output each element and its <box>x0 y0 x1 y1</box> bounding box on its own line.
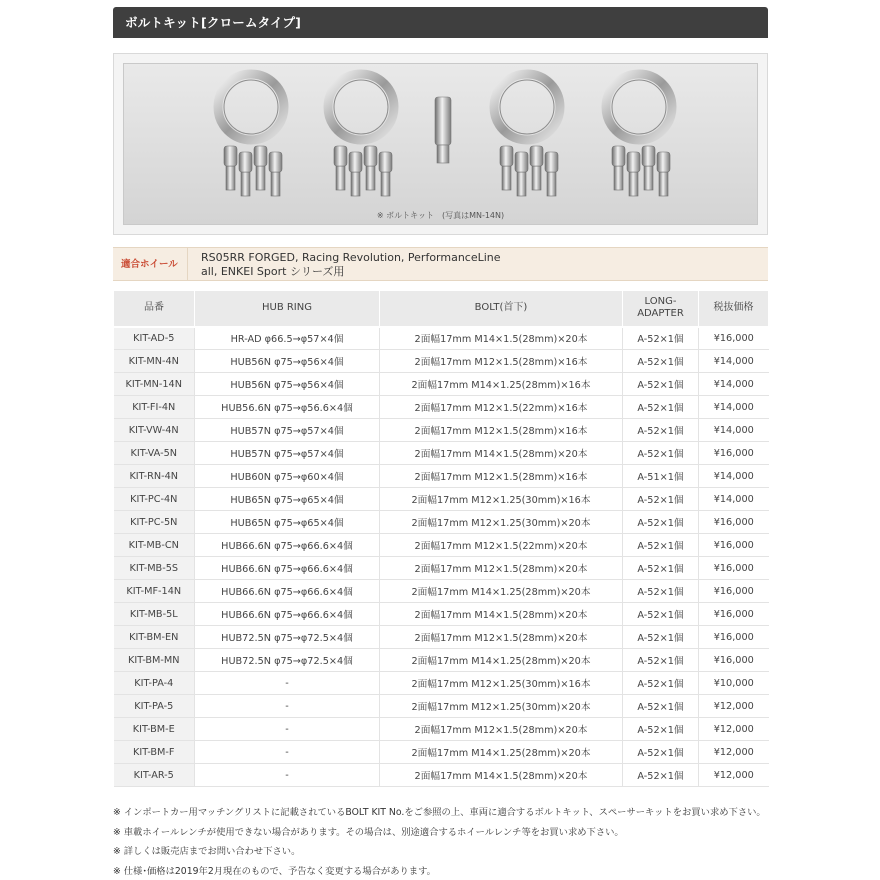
long-adapter-cell: A-52×1個 <box>623 695 699 718</box>
price-cell: ¥16,000 <box>699 511 769 534</box>
bolt-cell: 2面幅17mm M12×1.5(28mm)×16本 <box>380 419 623 442</box>
bolt-cell: 2面幅17mm M12×1.5(28mm)×16本 <box>380 350 623 373</box>
header-part-number: 品番 <box>114 291 195 327</box>
price-cell: ¥12,000 <box>699 764 769 787</box>
bolt-cell: 2面幅17mm M12×1.5(28mm)×20本 <box>380 718 623 741</box>
price-cell: ¥14,000 <box>699 350 769 373</box>
hub-ring-cell: - <box>195 695 380 718</box>
part-number-cell: KIT-AR-5 <box>114 764 195 787</box>
table-row <box>114 741 769 764</box>
bolt-cell: 2面幅17mm M12×1.5(28mm)×20本 <box>380 557 623 580</box>
hub-ring-cell: HUB57N φ75→φ57×4個 <box>195 419 380 442</box>
part-number-cell: KIT-PA-4 <box>114 672 195 695</box>
table-row <box>114 396 769 419</box>
bolt-cell: 2面幅17mm M14×1.5(28mm)×20本 <box>380 327 623 350</box>
price-cell: ¥12,000 <box>699 741 769 764</box>
price-cell: ¥14,000 <box>699 488 769 511</box>
long-adapter-cell: A-52×1個 <box>623 442 699 465</box>
price-cell: ¥16,000 <box>699 649 769 672</box>
part-number-cell: KIT-PC-5N <box>114 511 195 534</box>
table-row <box>114 649 769 672</box>
hub-ring-cell: HUB72.5N φ75→φ72.5×4個 <box>195 626 380 649</box>
part-number-cell: KIT-MN-14N <box>114 373 195 396</box>
part-number-cell: KIT-MN-4N <box>114 350 195 373</box>
price-cell: ¥14,000 <box>699 373 769 396</box>
bolt-cell: 2面幅17mm M12×1.25(30mm)×16本 <box>380 672 623 695</box>
hub-ring-cell: - <box>195 718 380 741</box>
long-adapter-cell: A-52×1個 <box>623 626 699 649</box>
price-cell: ¥14,000 <box>699 396 769 419</box>
price-cell: ¥14,000 <box>699 465 769 488</box>
bolt-cell: 2面幅17mm M14×1.25(28mm)×20本 <box>380 649 623 672</box>
compatible-wheels-label: 適合ホイール <box>113 248 188 280</box>
bolt-cell: 2面幅17mm M12×1.5(22mm)×20本 <box>380 534 623 557</box>
hub-ring-cell: - <box>195 741 380 764</box>
long-adapter-cell: A-52×1個 <box>623 534 699 557</box>
long-adapter-cell: A-52×1個 <box>623 419 699 442</box>
price-cell: ¥16,000 <box>699 626 769 649</box>
long-adapter-cell: A-52×1個 <box>623 764 699 787</box>
table-row <box>114 350 769 373</box>
note-item: ※ 仕様･価格は2019年2月現在のもので、予告なく変更する場合があります。 <box>113 865 436 877</box>
price-cell: ¥16,000 <box>699 327 769 350</box>
header-bolt: BOLT(首下) <box>380 291 623 327</box>
product-photo-frame <box>113 53 768 235</box>
compatible-wheels-value <box>201 251 761 279</box>
note-item: ※ 詳しくは販売店までお問い合わせ下さい。 <box>113 846 301 857</box>
table-row <box>114 373 769 396</box>
price-cell: ¥10,000 <box>699 672 769 695</box>
long-adapter-cell: A-52×1個 <box>623 557 699 580</box>
hub-ring-cell: HUB57N φ75→φ57×4個 <box>195 442 380 465</box>
table-row <box>114 442 769 465</box>
spec-table <box>113 290 769 787</box>
photo-caption: ※ ボルトキット (写真はMN-14N) <box>376 211 505 220</box>
table-row <box>114 695 769 718</box>
part-number-cell: KIT-MB-CN <box>114 534 195 557</box>
notes <box>113 803 793 880</box>
compatible-wheels-line2: all, ENKEI Sport シリーズ用 <box>201 265 345 278</box>
hub-ring-cell: HUB66.6N φ75→φ66.6×4個 <box>195 580 380 603</box>
compatible-wheels-line1: RS05RR FORGED, Racing Revolution, PerformanceLine <box>201 251 501 264</box>
table-row <box>114 764 769 787</box>
part-number-cell: KIT-BM-F <box>114 741 195 764</box>
part-number-cell: KIT-RN-4N <box>114 465 195 488</box>
price-cell: ¥14,000 <box>699 419 769 442</box>
bolt-cell: 2面幅17mm M14×1.5(28mm)×20本 <box>380 442 623 465</box>
compatible-wheels-row <box>113 247 768 281</box>
table-row <box>114 511 769 534</box>
bolt-cell: 2面幅17mm M12×1.5(22mm)×16本 <box>380 396 623 419</box>
long-adapter-cell: A-52×1個 <box>623 741 699 764</box>
hub-ring-cell: HUB56N φ75→φ56×4個 <box>195 373 380 396</box>
long-adapter-cell: A-52×1個 <box>623 672 699 695</box>
long-adapter-cell: A-52×1個 <box>623 718 699 741</box>
long-adapter-cell: A-51×1個 <box>623 465 699 488</box>
hub-ring-cell: HR-AD φ66.5→φ57×4個 <box>195 327 380 350</box>
hub-ring-cell: HUB60N φ75→φ60×4個 <box>195 465 380 488</box>
hub-ring-cell: HUB65N φ75→φ65×4個 <box>195 511 380 534</box>
price-cell: ¥16,000 <box>699 534 769 557</box>
section-title: ボルトキット[クロームタイプ] <box>113 7 768 38</box>
part-number-cell: KIT-MB-5L <box>114 603 195 626</box>
long-adapter-cell: A-52×1個 <box>623 327 699 350</box>
long-adapter-cell: A-52×1個 <box>623 649 699 672</box>
table-row <box>114 626 769 649</box>
table-row <box>114 534 769 557</box>
part-number-cell: KIT-MF-14N <box>114 580 195 603</box>
bolt-cell: 2面幅17mm M14×1.5(28mm)×20本 <box>380 603 623 626</box>
table-row <box>114 557 769 580</box>
table-row <box>114 419 769 442</box>
note-item: ※ 車載ホイールレンチが使用できない場合があります。その場合は、別途適合するホイールレンチ等をお買い求め下さい。 <box>113 826 624 838</box>
table-row <box>114 580 769 603</box>
bolt-cell: 2面幅17mm M14×1.5(28mm)×20本 <box>380 764 623 787</box>
bolt-cell: 2面幅17mm M12×1.25(30mm)×20本 <box>380 695 623 718</box>
bolt-cell: 2面幅17mm M14×1.25(28mm)×20本 <box>380 580 623 603</box>
spec-table-body <box>114 327 769 787</box>
price-cell: ¥12,000 <box>699 695 769 718</box>
long-adapter-cell: A-52×1個 <box>623 511 699 534</box>
price-cell: ¥12,000 <box>699 718 769 741</box>
table-row <box>114 488 769 511</box>
part-number-cell: KIT-MB-5S <box>114 557 195 580</box>
bolt-cell: 2面幅17mm M12×1.5(28mm)×16本 <box>380 465 623 488</box>
hub-ring-cell: HUB56N φ75→φ56×4個 <box>195 350 380 373</box>
part-number-cell: KIT-BM-EN <box>114 626 195 649</box>
bolt-cell: 2面幅17mm M12×1.25(30mm)×16本 <box>380 488 623 511</box>
table-header-row <box>114 291 769 327</box>
table-row <box>114 603 769 626</box>
note-item: ※ インポートカー用マッチングリストに記載されているBOLT KIT No.をご参照の上、車両に適合するボルトキット、スペーサーキットをお買い求め下さい。 <box>113 807 766 818</box>
bolt-cell: 2面幅17mm M12×1.25(30mm)×20本 <box>380 511 623 534</box>
part-number-cell: KIT-PC-4N <box>114 488 195 511</box>
long-adapter-cell: A-52×1個 <box>623 603 699 626</box>
hub-ring-cell: HUB66.6N φ75→φ66.6×4個 <box>195 534 380 557</box>
long-adapter-cell: A-52×1個 <box>623 373 699 396</box>
price-cell: ¥16,000 <box>699 580 769 603</box>
price-cell: ¥16,000 <box>699 603 769 626</box>
price-cell: ¥16,000 <box>699 557 769 580</box>
header-long-adapter: LONG- ADAPTER <box>623 291 699 327</box>
hub-ring-cell: - <box>195 672 380 695</box>
part-number-cell: KIT-BM-E <box>114 718 195 741</box>
table-row <box>114 465 769 488</box>
part-number-cell: KIT-PA-5 <box>114 695 195 718</box>
hub-ring-cell: HUB66.6N φ75→φ66.6×4個 <box>195 557 380 580</box>
hub-ring-cell: HUB56.6N φ75→φ56.6×4個 <box>195 396 380 419</box>
header-price: 税抜価格 <box>699 291 769 327</box>
part-number-cell: KIT-AD-5 <box>114 327 195 350</box>
hub-ring-cell: HUB65N φ75→φ65×4個 <box>195 488 380 511</box>
part-number-cell: KIT-VW-4N <box>114 419 195 442</box>
hub-ring-cell: - <box>195 764 380 787</box>
long-adapter-cell: A-52×1個 <box>623 350 699 373</box>
part-number-cell: KIT-VA-5N <box>114 442 195 465</box>
bolt-cell: 2面幅17mm M12×1.5(28mm)×20本 <box>380 626 623 649</box>
header-hub-ring: HUB RING <box>195 291 380 327</box>
bolt-cell: 2面幅17mm M14×1.25(28mm)×20本 <box>380 741 623 764</box>
table-row <box>114 718 769 741</box>
bolt-kit-illustration <box>124 64 759 226</box>
bolt-cell: 2面幅17mm M14×1.25(28mm)×16本 <box>380 373 623 396</box>
hub-ring-cell: HUB66.6N φ75→φ66.6×4個 <box>195 603 380 626</box>
long-adapter-cell: A-52×1個 <box>623 580 699 603</box>
price-cell: ¥16,000 <box>699 442 769 465</box>
table-row <box>114 672 769 695</box>
long-adapter-cell: A-52×1個 <box>623 396 699 419</box>
table-row <box>114 327 769 350</box>
part-number-cell: KIT-BM-MN <box>114 649 195 672</box>
hub-ring-cell: HUB72.5N φ75→φ72.5×4個 <box>195 649 380 672</box>
product-photo <box>123 63 758 225</box>
long-adapter-cell: A-52×1個 <box>623 488 699 511</box>
part-number-cell: KIT-FI-4N <box>114 396 195 419</box>
